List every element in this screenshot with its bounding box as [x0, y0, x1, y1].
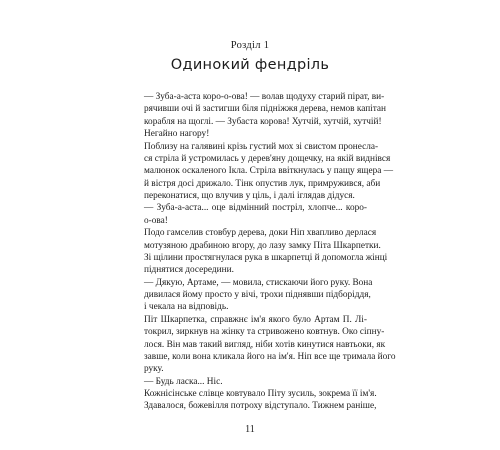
text-line: — Зуба-а-аста... оце відмінний постріл, хлопче... коро- — [144, 203, 367, 214]
paragraph — [133, 277, 373, 314]
text-line: й вістря досі дрижало. Тінк опустив лук, примружився, аби — [144, 178, 381, 189]
text-line: о-ова! — [144, 215, 168, 226]
text-line: переконатися, що влучив у ціль, і далі іглядав дідуся. — [144, 191, 355, 201]
paragraph — [133, 314, 396, 376]
text-line: ся стріла й устромилась у дерев'яну дощечку, на якій виднівся — [144, 153, 391, 164]
text-line: — Дякую, Артаме, — мовила, стискаючи його руку. Вона — [144, 277, 373, 288]
text-line: лося. Він мав такий вигляд, ніби хотів кинутися навтьоки, як — [144, 339, 386, 350]
paragraph — [133, 388, 377, 413]
chapter-body — [133, 91, 396, 413]
paragraph — [133, 227, 388, 277]
text-line: мотузяною драбиною вгору, до лазу замку Піта Шкарпетки. — [144, 240, 381, 251]
paragraph — [133, 202, 367, 227]
text-line: дивилася йому просто у вічі, трохи піднявши підборіддя, — [144, 290, 371, 300]
text-line: малюнок оскаленого Ікла. Стріла ввіткнулась у пащу ящера — — [144, 166, 393, 177]
text-line: Поблизу на галявині крізь густий мох зі свистом пронесла- — [144, 141, 379, 152]
text-line: і чекала на відповідь. — [144, 302, 229, 313]
paragraph — [133, 91, 387, 141]
paragraph — [133, 141, 393, 203]
text-line: корабля на щоглі. — Зубаста корова! Хутчій, хутчій, хутчій! — [144, 116, 382, 127]
text-line: завше, коли вона кликала його на ім'я. Ніп все ще тримала його — [144, 351, 396, 362]
text-line: Зі щілини простягнулася рука в шкарпетці й допомогла жінці — [144, 252, 388, 263]
text-line: — Будь ласка... Ніс. — [144, 376, 223, 387]
text-line: Здавалося, божевілля потроху відступало. Тижнем раніше, — [144, 401, 377, 412]
text-line: Піт Шкарпетка, справжнє ім'я якого було Артам П. Лі- — [144, 314, 367, 325]
text-line: Подо гамселив стовбур дерева, доки Ніп хвапливо дерлася — [144, 228, 377, 239]
chapter-label: Розділ 1 — [230, 40, 270, 51]
paragraph — [133, 376, 367, 388]
text-line: рячивши очі й застигши біля підніжжя дерева, немов капітан — [144, 104, 387, 115]
text-line: руку. — [144, 364, 164, 375]
text-line: Кожнісінське слівце ковтувало Піту зусиль, зокрема її ім'я. — [144, 389, 377, 399]
chapter-title: Одинокий фендріль — [170, 57, 330, 73]
text-line: Негайно нагору! — [144, 129, 210, 140]
text-line: піднятися досередини. — [144, 265, 234, 276]
text-line: токрил, зиркнув на жінку та стривожено ковтнув. Око сіпну- — [144, 327, 385, 338]
page-number: 11 — [245, 424, 255, 435]
text-line: — Зуба-а-аста коро-о-ова! — волав щодуху старий пірат, ви- — [144, 92, 385, 102]
